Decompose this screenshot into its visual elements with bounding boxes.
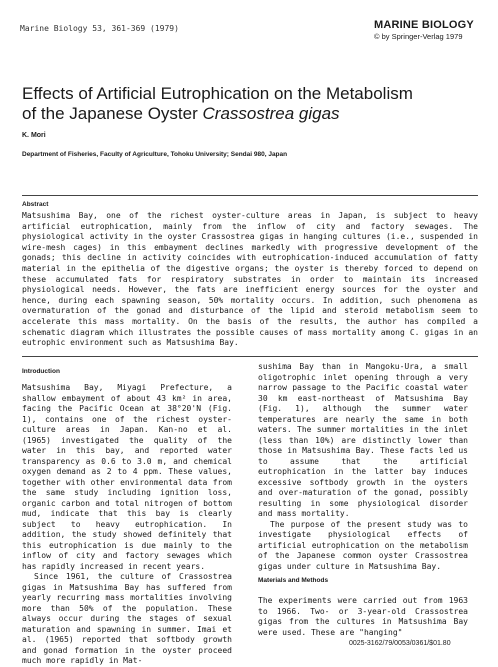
title-line-1: Effects of Artificial Eutrophication on the Metabolism	[22, 84, 413, 103]
methods-body: The experiments were carried out from 1963 to 1966. Two- or 3-year-old Crassostrea gigas from the cultures in Matsushima Bay were used. These are "hanging"	[258, 596, 468, 637]
author-name: K. Mori	[22, 132, 46, 139]
introduction-heading: Introduction	[22, 368, 60, 375]
title-line-2-prefix: of the Japanese Oyster	[22, 104, 198, 123]
article-title	[22, 84, 462, 124]
abstract-bottom-rule	[22, 356, 478, 357]
abstract-heading: Abstract	[22, 201, 49, 208]
right-column	[258, 362, 468, 572]
article-code-footer: 0025-3162/79/0053/0361/$01.80	[349, 640, 451, 647]
journal-masthead	[374, 19, 474, 41]
author-affiliation: Department of Fisheries, Faculty of Agriculture, Tohoku University; Sendai 980, Japan	[22, 151, 288, 158]
introduction-paragraph-4: The purpose of the present study was to investigate physiological effects of artificial eutrophication on the metabolism of the Japanese common oyster Crassostrea gigas under culture in Matsushima Bay.	[258, 519, 468, 571]
publisher-line: © by Springer-Verlag 1979	[374, 32, 463, 41]
introduction-paragraph-3: sushima Bay than in Mangoku-Ura, a small oligotrophic inlet opening through a very narrow passage to the Pacific coastal water 30 km east-northeast of Matsushima Bay (Fig. 1), although the summer water temperatures are nearly the same in both waters. The summer mortalities in the inlet (less than 10%) are distinctly lower than those in Matsushima Bay. These facts led us to assume that the artificial eutrophication in the latter bay induces excessive softbody growth in the oysters and over-maturation of the gonad, possibly resulting in some physiological disorder and mass mortality.	[258, 362, 468, 518]
journal-name: MARINE BIOLOGY	[374, 19, 474, 31]
journal-citation-line: Marine Biology 53, 361-369 (1979)	[20, 24, 179, 33]
abstract-top-rule	[22, 195, 478, 196]
introduction-paragraph-1: Matsushima Bay, Miyagi Prefecture, a shallow embayment of about 43 km² in area, facing the Pacific Ocean at 38°20'N (Fig. 1), contains one of the richest oyster-culture areas in Japan. Kan-no et al. (1965) investigated the quality of the water in this bay, and reported water transparency as 0.6 to 3.0 m, and chemical oxygen demand as 2 to 4 ppm. These values, together with other environmental data from the same study including ignition loss, organic carbon and total nitrogen of bottom mud, indicate that this bay is clearly subject to heavy eutrophication. In addition, the study showed definitely that this eutrophication is due mainly to the inflow of city and factory sewages which has rapidly increased in recent years.	[22, 383, 232, 571]
introduction-paragraph-2: Since 1961, the culture of Crassostrea gigas in Matsushima Bay has suffered from yearly recurring mass mortalities involving more than 50% of the population. These always occur during the stages of sexual maturation and spawning in summer. Imai et al. (1965) reported that softbody growth and gonad formation in the oyster proceed much more rapidly in Mat-	[22, 572, 232, 665]
abstract-body: Matsushima Bay, one of the richest oyster-culture areas in Japan, is subject to heavy artificial eutrophication, mainly from the inflow of city and factory sewages. The physiological activity in the oyster Crassostrea gigas in hanging cultures (i.e., suspended in wire-mesh cages) in this embayment declines markedly with progressive development of the gonads; this decline in activity coincides with eutrophication-induced accumulation of fatty material in the epithelia of the digestive organs; the oyster is thereby forced to depend on these accumulated fats for respiratory substrates in order to maintain its increased physiological needs. However, the fats are inefficient energy sources for the oyster and hence, during each spawning season, 50% mortality occurs. In addition, such phenomena as overmaturation of the gonad and disturbance of the lipid and steroid metabolism seem to accelerate this mass mortality. On the basis of the results, the author has compiled a schematic diagram which illustrates the possible causes of mass mortality among C. gigas in an eutrophic environment such as Matsushima Bay.	[22, 211, 478, 348]
methods-heading: Materials and Methods	[258, 577, 329, 584]
title-species-name: Crassostrea gigas	[202, 104, 340, 123]
left-column	[22, 383, 232, 667]
